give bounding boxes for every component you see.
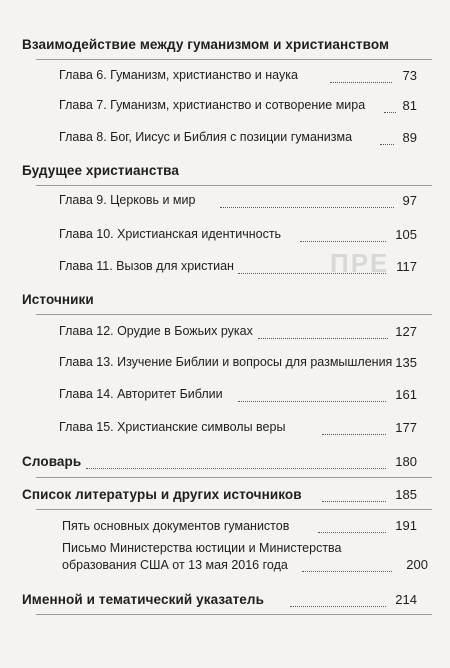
subsection-title: Пять основных документов гуманистов — [62, 519, 290, 533]
section-title: Будущее христианства — [22, 163, 179, 178]
divider — [36, 314, 432, 315]
page-number: 191 — [395, 518, 417, 533]
dot-leader — [238, 399, 386, 402]
toc-entry[interactable] — [0, 227, 450, 249]
bleed-through-text: ПРЕ — [330, 248, 390, 278]
toc-section[interactable] — [0, 592, 450, 614]
toc-entry[interactable] — [0, 68, 450, 90]
page-number: 127 — [395, 324, 417, 339]
subsection-title-line2: образования США от 13 мая 2016 года — [62, 558, 288, 572]
divider — [36, 509, 432, 510]
chapter-title: Глава 6. Гуманизм, христианство и наука — [59, 68, 298, 82]
dot-leader — [302, 569, 392, 572]
page-number: 214 — [395, 592, 417, 607]
page-number: 185 — [395, 487, 417, 502]
chapter-title: Глава 14. Авторитет Библии — [59, 387, 223, 401]
toc-entry[interactable] — [0, 387, 450, 409]
dot-leader — [300, 239, 386, 242]
page-number: 105 — [395, 227, 417, 242]
toc-entry[interactable] — [0, 98, 450, 120]
chapter-title: Глава 12. Орудие в Божьих руках — [59, 324, 253, 338]
page-number: 180 — [395, 454, 417, 469]
section-title: Взаимодействие между гуманизмом и христианством — [22, 37, 390, 52]
page-number: 117 — [396, 259, 417, 274]
section-title: Источники — [22, 292, 94, 307]
page-number: 73 — [402, 68, 417, 83]
toc-entry[interactable] — [0, 324, 450, 346]
dot-leader — [330, 80, 392, 83]
divider — [36, 614, 432, 615]
dot-leader — [322, 499, 386, 502]
toc-section[interactable] — [0, 163, 450, 185]
chapter-title: Глава 10. Христианская идентичность — [59, 227, 282, 241]
dot-leader — [290, 604, 386, 607]
chapter-title: Глава 8. Бог, Иисус и Библия с позиции гуманизма — [59, 130, 353, 144]
page-number: 89 — [402, 130, 417, 145]
page-number: 135 — [395, 355, 417, 370]
chapter-title: Глава 11. Вызов для христиан — [59, 259, 234, 273]
page-number: 177 — [395, 420, 417, 435]
toc-section[interactable] — [0, 37, 450, 59]
dot-leader — [86, 466, 386, 469]
dot-leader — [380, 142, 394, 145]
dot-leader — [384, 110, 396, 113]
chapter-title: Глава 7. Гуманизм, христианство и сотворение мира — [59, 98, 366, 112]
toc-entry[interactable] — [0, 420, 450, 442]
divider — [36, 477, 432, 478]
subsection-title-line1: Письмо Министерства юстиции и Министерства — [62, 541, 342, 555]
chapter-title: Глава 13. Изучение Библии и вопросы для размышления — [59, 355, 393, 369]
page-number: 200 — [406, 557, 428, 572]
dot-leader — [220, 205, 394, 208]
toc-entry[interactable] — [0, 540, 450, 580]
page-number: 161 — [395, 387, 417, 402]
page-number: 97 — [402, 193, 417, 208]
section-title: Именной и тематический указатель — [22, 592, 264, 607]
dot-leader — [238, 271, 386, 274]
dot-leader — [258, 336, 388, 339]
toc-section[interactable] — [0, 487, 450, 509]
toc-entry[interactable] — [0, 130, 450, 152]
toc-section[interactable] — [0, 292, 450, 314]
toc-entry[interactable] — [0, 259, 450, 281]
dot-leader — [318, 530, 386, 533]
section-title: Список литературы и других источников — [22, 487, 302, 502]
chapter-title: Глава 15. Христианские символы веры — [59, 420, 286, 434]
toc-section[interactable] — [0, 454, 450, 476]
toc-entry[interactable] — [0, 193, 450, 215]
section-title: Словарь — [22, 454, 82, 469]
page-number: 81 — [402, 98, 417, 113]
toc-entry[interactable] — [0, 355, 450, 377]
divider — [36, 185, 432, 186]
chapter-title: Глава 9. Церковь и мир — [59, 193, 196, 207]
divider — [36, 59, 432, 60]
toc-entry[interactable] — [0, 518, 450, 540]
dot-leader — [322, 432, 386, 435]
